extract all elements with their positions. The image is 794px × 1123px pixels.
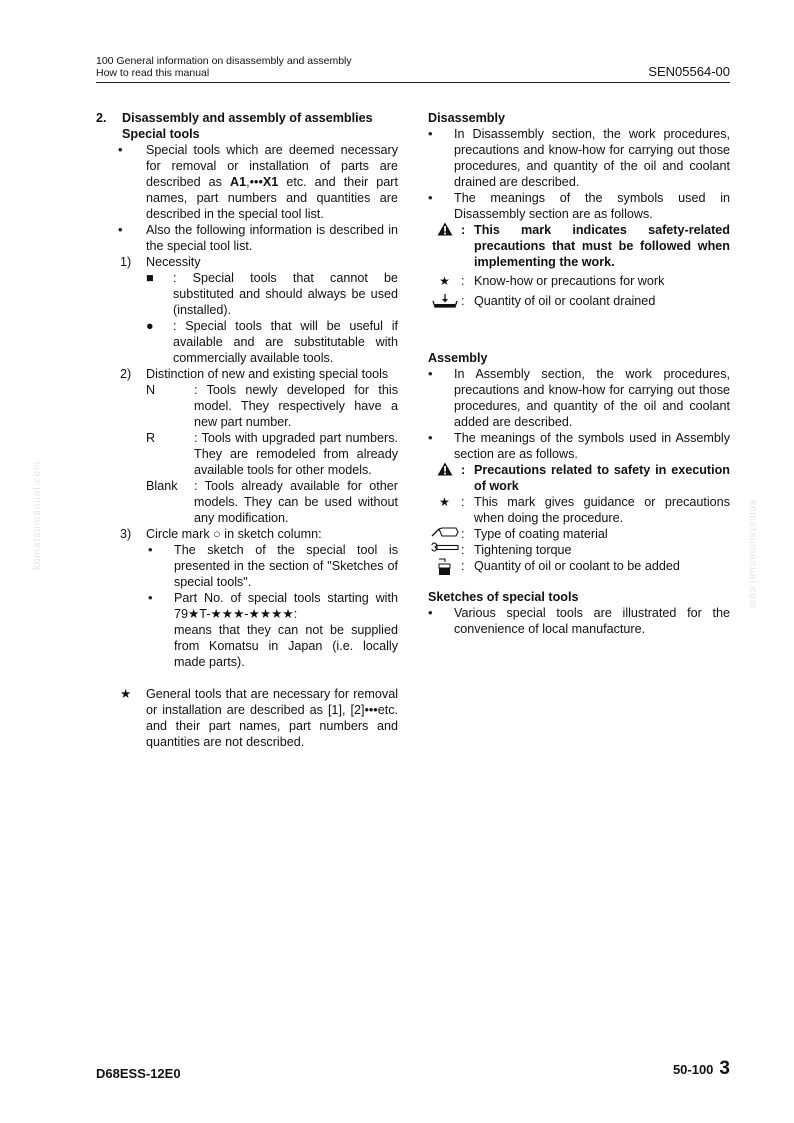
necessity-square: ■ : Special tools that cannot be substituted and should always be used (installed). <box>146 271 398 317</box>
symbol-oil-added: : Quantity of oil or coolant to be added <box>428 558 730 574</box>
symbol-safety: : This mark indicates safety-related precautions that must be followed when implementing the work. <box>428 222 730 270</box>
warning-triangle-icon <box>428 222 461 240</box>
list-item: • The meanings of the symbols used in Disassembly section are as follows. <box>428 190 730 222</box>
star-icon: ★ <box>439 495 450 509</box>
tool-code-x1: X1 <box>262 175 279 189</box>
section-title: Disassembly and assembly of assemblies <box>122 111 373 125</box>
symbol-oil-drained: : Quantity of oil or coolant drained <box>428 293 730 309</box>
subsection-title: Special tools <box>122 127 200 141</box>
distinction-n: N : Tools newly developed for this model. They respectively have a new part number. <box>146 383 398 429</box>
left-column <box>96 110 398 750</box>
necessity-circle: ● : Special tools that will be useful if available and are substitutable with commercially available tools. <box>146 319 398 365</box>
list-item: • The meanings of the symbols used in Assembly section are as follows. <box>428 430 730 462</box>
disassembly-heading: Disassembly <box>428 111 506 125</box>
symbol-coating: : Type of coating material <box>428 526 730 542</box>
symbol-safety-assembly: : Precautions related to safety in execution of work <box>428 462 730 494</box>
symbol-guidance: ★ : This mark gives guidance or precautions when doing the procedure. <box>428 494 730 526</box>
page-header <box>96 55 730 83</box>
header-line-2: How to read this manual <box>96 67 210 79</box>
oil-can-icon <box>428 558 461 580</box>
square-icon: ■ <box>146 271 154 285</box>
watermark-right: komatsumanual.com <box>747 500 758 610</box>
coating-brush-icon <box>428 526 461 542</box>
filled-circle-icon: ● <box>146 319 154 333</box>
numbered-item-3: 3) Circle mark ○ in sketch column: <box>120 527 322 541</box>
header-line-1: 100 General information on disassembly and assembly <box>96 55 352 67</box>
watermark-left: komatsumanual.com <box>32 460 43 570</box>
page-code: 50-100 <box>672 1062 714 1077</box>
list-item: • Various special tools are illustrated for the convenience of local manufacture. <box>428 605 730 637</box>
assembly-heading: Assembly <box>428 351 488 365</box>
header-section-title <box>96 55 352 79</box>
list-item: • In Disassembly section, the work procedures, precautions and know-how for carrying out those procedures, and quantity of the oil and coolant drained are described. <box>428 126 730 190</box>
list-item: • In Assembly section, the work procedures, precautions and know-how for carrying out those procedures, and quantity of the oil and coolant added are described. <box>428 366 730 430</box>
list-item: • Also the following information is described in the special tool list. <box>96 222 398 254</box>
star-icon: ★ <box>120 687 132 701</box>
list-item: • Special tools which are deemed necessary for removal or installation of parts are described as A1,•••X1 etc. and their part names, part numbers and quantities are described in the special tool list. <box>96 142 398 222</box>
list-item: • Part No. of special tools starting with 79★T-★★★-★★★★: means that they can not be supplied from Komatsu in Japan (i.e. locally made parts). <box>96 590 398 670</box>
star-icon: ★ <box>439 274 450 288</box>
symbol-knowhow: ★ : Know-how or precautions for work <box>428 273 730 289</box>
footer-model: D68ESS-12E0 <box>96 1066 181 1081</box>
tool-code-a1: A1 <box>230 175 247 189</box>
numbered-item-2: 2) Distinction of new and existing special tools <box>120 367 389 381</box>
sketches-heading: Sketches of special tools <box>428 590 579 604</box>
numbered-item-1: 1) Necessity <box>120 255 201 269</box>
footer-page <box>672 1058 730 1079</box>
wrench-icon <box>428 542 461 558</box>
warning-triangle-icon <box>428 462 461 480</box>
general-tools-note: ★ General tools that are necessary for removal or installation are described as [1], [2]•••etc. and their part names, part numbers and quantities are not described. <box>120 687 398 749</box>
distinction-blank: Blank : Tools already available for other models. They can be used without any modification. <box>146 479 398 525</box>
right-column <box>428 110 730 637</box>
page-number: 3 <box>719 1058 730 1079</box>
drain-pan-icon <box>428 293 461 313</box>
section-heading <box>96 110 398 142</box>
distinction-r: R : Tools with upgraded part numbers. They are remodeled from already available tools for other models. <box>146 431 398 477</box>
document-code: SEN05564-00 <box>648 64 730 79</box>
list-item: • The sketch of the special tool is presented in the section of "Sketches of special tools". <box>96 542 398 590</box>
symbol-torque: : Tightening torque <box>428 542 730 558</box>
section-number: 2. <box>96 111 107 125</box>
